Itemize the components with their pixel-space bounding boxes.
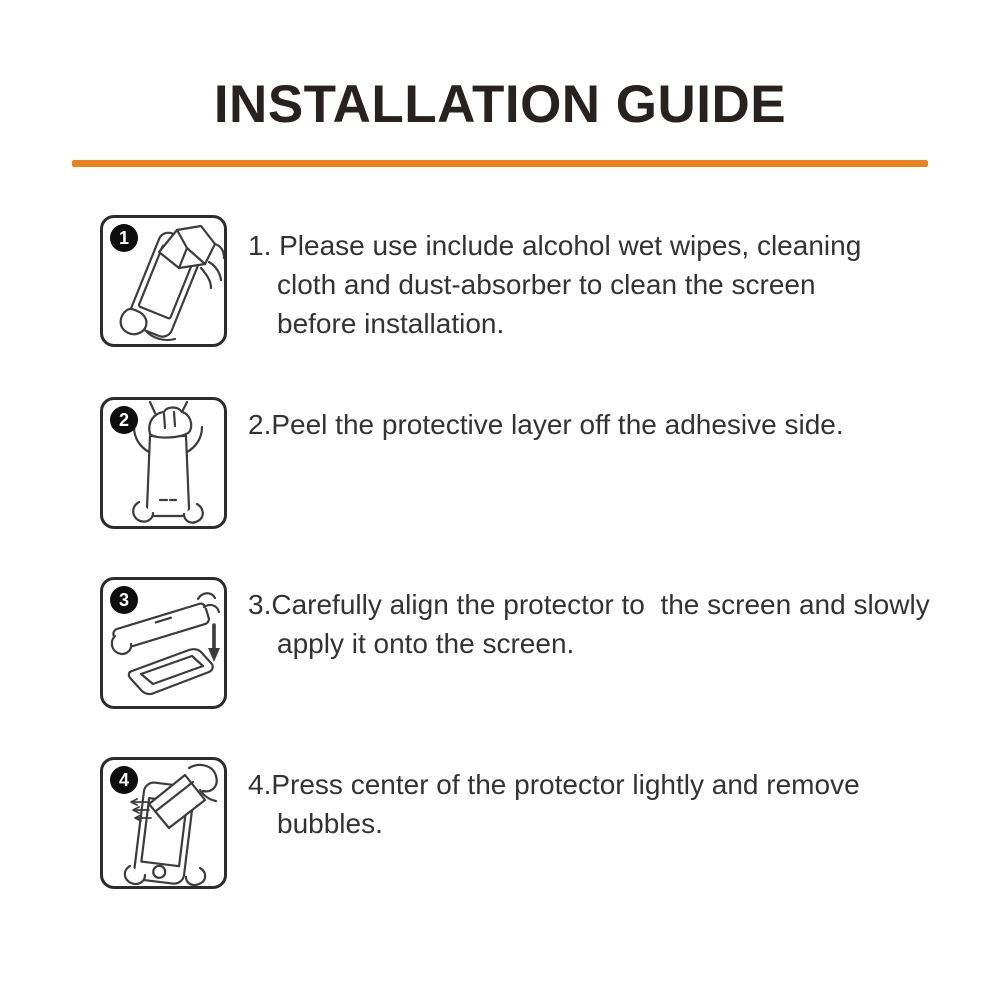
page-title: INSTALLATION GUIDE xyxy=(213,75,787,134)
step-3-line-1: 3.Carefully align the protector to the screen and slowly xyxy=(248,589,930,620)
step-1-line-3: before installation. xyxy=(277,308,505,339)
step-3-badge xyxy=(110,586,138,614)
step-4-line-2: bubbles. xyxy=(277,808,383,839)
step-4-badge xyxy=(110,766,138,794)
step-4 xyxy=(0,757,1000,889)
step-1-badge-number: 1 xyxy=(118,227,129,248)
step-2 xyxy=(0,397,1000,529)
step-4-text xyxy=(248,765,968,843)
step-3-badge-number: 3 xyxy=(118,589,129,610)
step-3-line-2: apply it onto the screen. xyxy=(277,628,575,659)
step-3 xyxy=(0,577,1000,709)
step-1-text xyxy=(248,226,968,343)
step-3-illustration-box xyxy=(100,577,227,709)
step-1-badge xyxy=(110,224,138,252)
step-2-badge-number: 2 xyxy=(118,409,129,430)
step-4-badge-number: 4 xyxy=(118,769,129,790)
step-1-line-2: cloth and dust-absorber to clean the screen xyxy=(277,269,816,300)
step-4-line-1: 4.Press center of the protector lightly and remove xyxy=(248,769,860,800)
step-2-line-1: 2.Peel the protective layer off the adhesive side. xyxy=(248,409,844,440)
step-4-illustration-box xyxy=(100,757,227,889)
step-1-illustration-box xyxy=(100,215,227,347)
step-2-illustration-box xyxy=(100,397,227,529)
step-3-text xyxy=(248,585,968,663)
accent-divider xyxy=(72,160,928,167)
step-1-line-1: 1. Please use include alcohol wet wipes, cleaning xyxy=(248,230,862,261)
step-1 xyxy=(0,215,1000,347)
step-2-text xyxy=(248,405,968,444)
step-2-badge xyxy=(110,406,138,434)
